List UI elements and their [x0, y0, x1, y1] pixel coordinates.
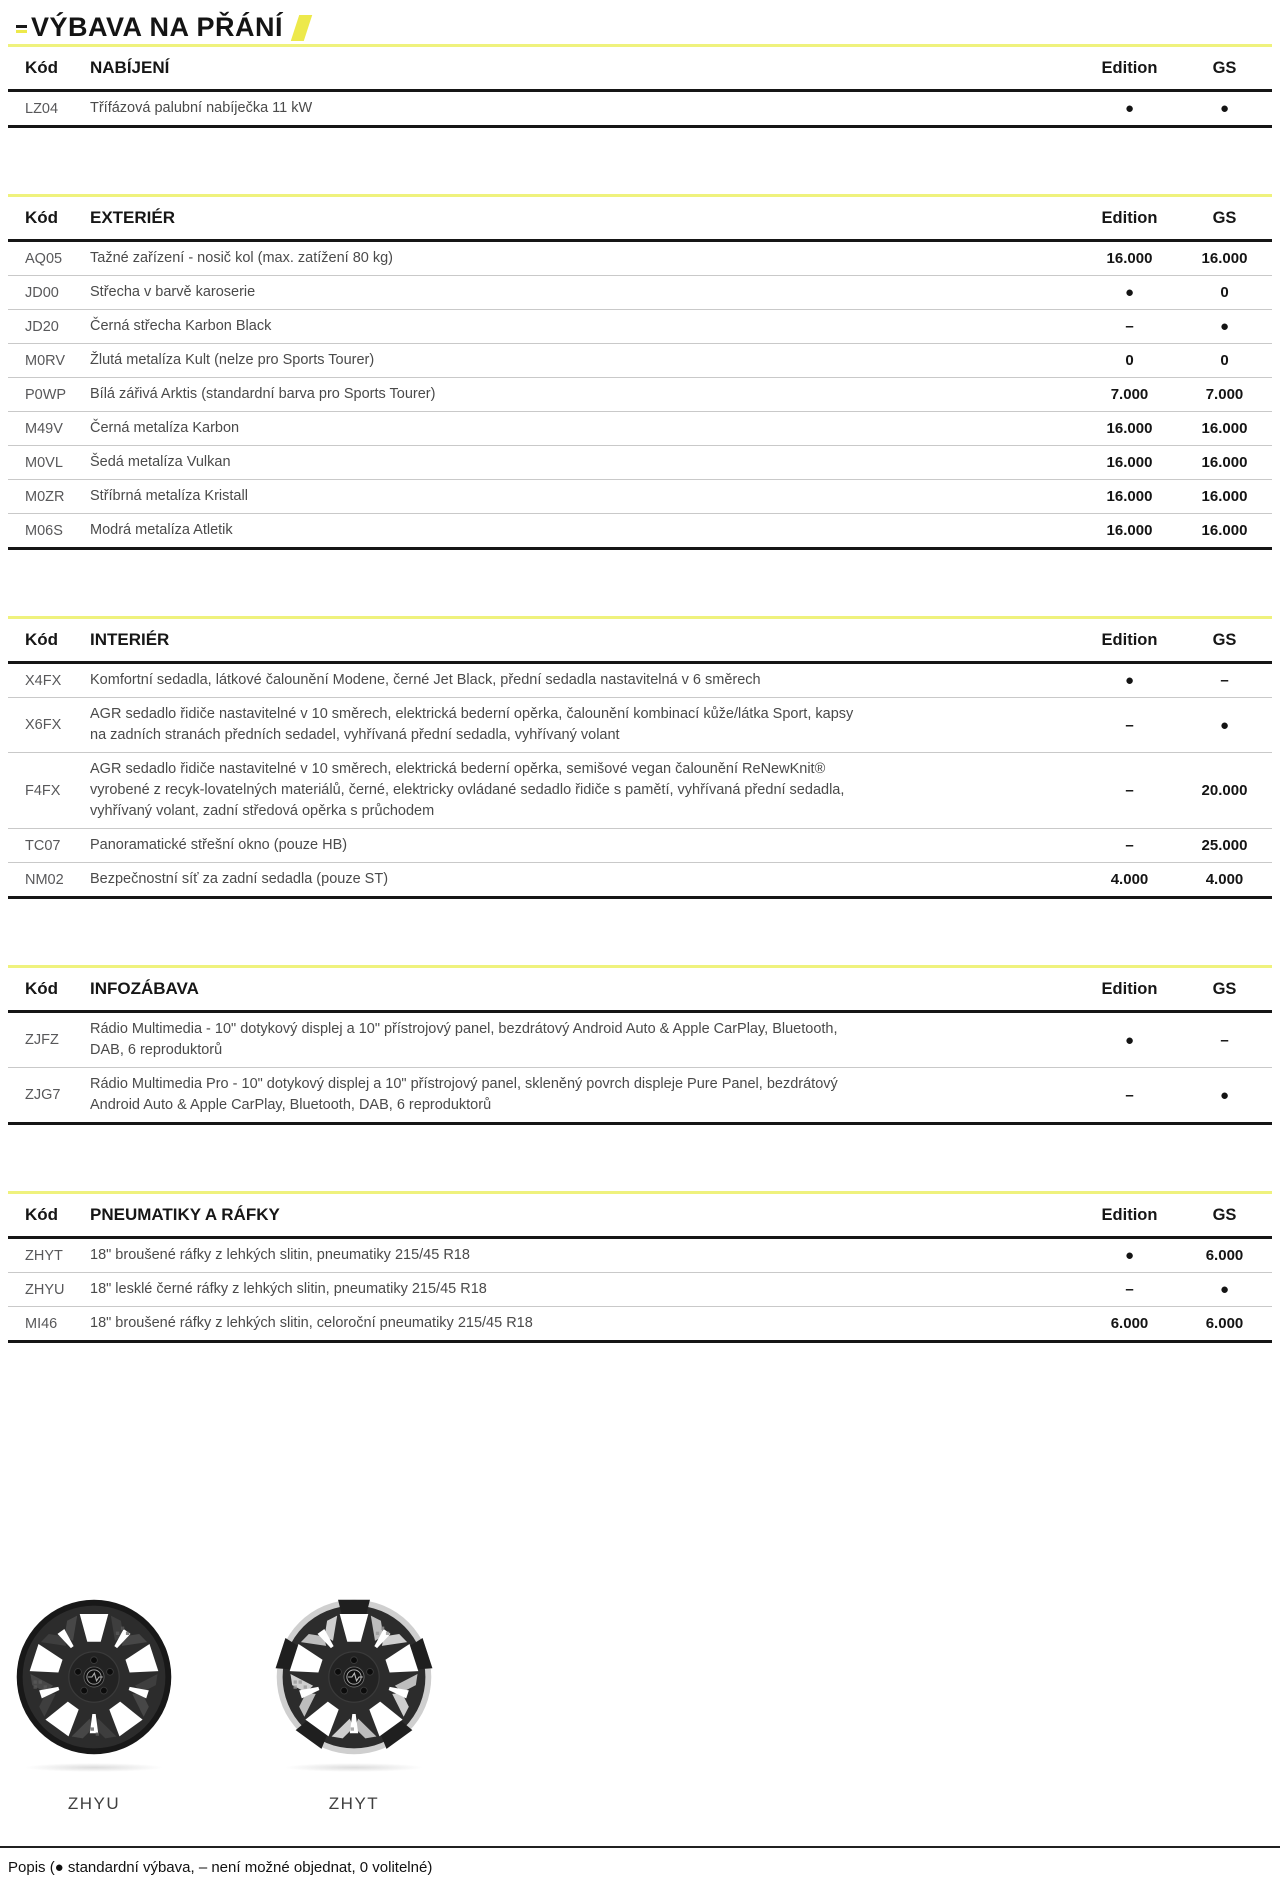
row-gs-value: ●: [1219, 1281, 1230, 1298]
table-row: [8, 445, 1272, 479]
table-row: [8, 752, 1272, 828]
column-header-gs: GS: [1212, 1205, 1237, 1224]
row-code: JD00: [25, 284, 59, 301]
row-code: AQ05: [25, 250, 63, 267]
column-header-gs: GS: [1212, 630, 1237, 649]
wheel-shadow: [284, 1763, 424, 1772]
row-description: Stříbrná metalíza Kristall: [90, 488, 248, 504]
table-row: [8, 513, 1272, 547]
row-code: NM02: [25, 871, 64, 888]
section-title: INTERIÉR: [90, 630, 170, 649]
row-edition-value: 6.000: [1110, 1315, 1149, 1332]
section-title: PNEUMATIKY A RÁFKY: [90, 1205, 280, 1224]
row-edition-value: ●: [1124, 100, 1135, 117]
column-header-edition: Edition: [1101, 630, 1158, 649]
table-rows: [8, 239, 1272, 550]
row-edition-value: –: [1125, 716, 1134, 734]
row-description: Černá střecha Karbon Black: [90, 318, 272, 334]
column-header-edition: Edition: [1101, 208, 1158, 227]
row-code: JD20: [25, 318, 59, 335]
row-gs-value: 16.000: [1201, 420, 1248, 437]
row-edition-value: 16.000: [1106, 420, 1153, 437]
table-rows: [8, 661, 1272, 899]
row-code: M0RV: [25, 352, 66, 369]
table-row: [8, 1306, 1272, 1340]
row-code: TC07: [25, 837, 61, 854]
row-description: Žlutá metalíza Kult (nelze pro Sports Tourer): [90, 352, 375, 368]
table-row: [8, 1067, 1272, 1122]
row-code: X6FX: [25, 717, 62, 733]
row-description: 18" lesklé černé ráfky z lehkých slitin, pneumatiky 215/45 R18: [90, 1281, 487, 1297]
wheel-gallery: [10, 1593, 1280, 1814]
row-gs-value: 16.000: [1201, 488, 1248, 505]
row-gs-value: ●: [1219, 1086, 1230, 1104]
row-description: 18" broušené ráfky z lehkých slitin, pneumatiky 215/45 R18: [90, 1247, 470, 1263]
column-header-code: Kód: [25, 208, 59, 227]
row-description: Třífázová palubní nabíječka 11 kW: [90, 100, 313, 116]
row-gs-value: –: [1220, 672, 1229, 689]
row-edition-value: –: [1125, 837, 1134, 854]
table-row: [8, 862, 1272, 896]
legend-divider: [0, 1846, 1280, 1848]
table-rows: [8, 1236, 1272, 1343]
column-header-code: Kód: [25, 58, 59, 77]
row-edition-value: 16.000: [1106, 250, 1153, 267]
column-header-gs: GS: [1212, 58, 1237, 77]
row-edition-value: –: [1125, 782, 1134, 799]
table-row: [8, 1013, 1272, 1067]
row-edition-value: ●: [1124, 1031, 1135, 1049]
wheel-figure-zhyu: [10, 1593, 178, 1814]
row-description: Střecha v barvě karoserie: [90, 284, 256, 300]
row-edition-value: –: [1125, 318, 1134, 335]
wheel-image-zhyu: [10, 1593, 178, 1761]
row-code: P0WP: [25, 386, 67, 403]
wheel-shadow: [24, 1763, 164, 1772]
row-description: 18" broušené ráfky z lehkých slitin, celoroční pneumatiky 215/45 R18: [90, 1315, 533, 1331]
corner-mark-yellow-bar: [16, 30, 27, 33]
row-gs-value: –: [1220, 1031, 1229, 1049]
column-header-edition: Edition: [1101, 58, 1158, 77]
table-section: [8, 44, 1272, 128]
table-row: [8, 275, 1272, 309]
table-section: [8, 1191, 1272, 1343]
table-rows: [8, 1010, 1272, 1125]
row-code: ZJFZ: [25, 1032, 59, 1048]
row-code: MI46: [25, 1315, 58, 1332]
column-header-edition: Edition: [1101, 979, 1158, 998]
row-edition-value: 16.000: [1106, 454, 1153, 471]
row-gs-value: 0: [1220, 284, 1229, 301]
row-description: Šedá metalíza Vulkan: [90, 454, 231, 470]
row-description: Bílá zářivá Arktis (standardní barva pro Sports Tourer): [90, 386, 436, 402]
table-section: [8, 194, 1272, 550]
row-gs-value: 20.000: [1201, 782, 1248, 799]
row-description: Rádio Multimedia Pro - 10" dotykový displej a 10" přístrojový panel, skleněný povrch displeje Pure Panel, bezdrátový Android Auto & Apple CarPlay, Bluetooth, DAB, 6 reproduktorů: [90, 1076, 838, 1113]
table-section-header: [8, 194, 1272, 239]
row-edition-value: 16.000: [1106, 522, 1153, 539]
wheel-label: ZHYU: [67, 1794, 121, 1813]
option-tables: [0, 44, 1280, 1343]
table-section-header: [8, 965, 1272, 1010]
table-row: [8, 697, 1272, 752]
row-gs-value: ●: [1219, 716, 1230, 734]
row-description: AGR sedadlo řidiče nastavitelné v 10 směrech, elektrická bederní opěrka, semišové vegan čalounění ReNewKnit® vyrobené z recyk-lovatelných materiálů, černé, elektricky ovládané sedadlo řidiče s pamětí, vyhřívaná přední sedadla, vyhřívaný volant, zadní středová opěrka s průchodem: [90, 761, 845, 819]
column-header-gs: GS: [1212, 979, 1237, 998]
table-section: [8, 965, 1272, 1125]
row-gs-value: 25.000: [1201, 837, 1248, 854]
row-edition-value: 4.000: [1110, 871, 1149, 888]
row-gs-value: 16.000: [1201, 522, 1248, 539]
table-row: [8, 479, 1272, 513]
column-header-gs: GS: [1212, 208, 1237, 227]
yellow-slash-icon: [291, 15, 312, 41]
section-title: EXTERIÉR: [90, 208, 176, 227]
row-gs-value: ●: [1219, 318, 1230, 335]
wheel-figure-zhyt: [270, 1593, 438, 1814]
table-section-header: [8, 1191, 1272, 1236]
section-title: INFOZÁBAVA: [90, 979, 199, 998]
row-code: ZHYU: [25, 1281, 65, 1298]
row-gs-value: 0: [1220, 352, 1229, 369]
row-description: Tažné zařízení - nosič kol (max. zatížení 80 kg): [90, 250, 394, 266]
column-header-code: Kód: [25, 630, 59, 649]
page-title: VÝBAVA NA PŘÁNÍ: [31, 11, 284, 42]
row-code: M0VL: [25, 454, 63, 471]
table-row: [8, 242, 1272, 275]
row-code: LZ04: [25, 100, 59, 117]
row-edition-value: ●: [1124, 284, 1135, 301]
corner-mark-black-bar: [16, 25, 27, 28]
row-code: X4FX: [25, 672, 62, 689]
row-description: Rádio Multimedia - 10" dotykový displej a 10" přístrojový panel, bezdrátový Android Auto & Apple CarPlay, Bluetooth, DAB, 6 reproduktorů: [90, 1021, 838, 1058]
row-edition-value: –: [1125, 1281, 1134, 1298]
column-header-code: Kód: [25, 1205, 59, 1224]
table-row: [8, 411, 1272, 445]
row-edition-value: 7.000: [1110, 386, 1149, 403]
table-rows: [8, 89, 1272, 128]
table-row: [8, 1272, 1272, 1306]
row-gs-value: 6.000: [1205, 1315, 1244, 1332]
section-title: NABÍJENÍ: [90, 58, 170, 77]
row-edition-value: 16.000: [1106, 488, 1153, 505]
row-gs-value: ●: [1219, 100, 1230, 117]
table-section-header: [8, 44, 1272, 89]
row-description: AGR sedadlo řidiče nastavitelné v 10 směrech, elektrická bederní opěrka, čalounění kombinací kůže/látka Sport, kapsy na zadních stranách předních sedadel, vyhřívaná přední sedadla, vyhřívaný volant: [90, 706, 854, 743]
row-description: Panoramatické střešní okno (pouze HB): [90, 837, 348, 853]
table-row: [8, 377, 1272, 411]
row-description: Černá metalíza Karbon: [90, 420, 240, 436]
row-gs-value: 6.000: [1205, 1247, 1244, 1264]
page-header: [8, 10, 1272, 44]
row-code: ZHYT: [25, 1247, 63, 1264]
row-edition-value: –: [1125, 1086, 1134, 1104]
legend-text: Popis (● standardní výbava, – není možné objednat, 0 volitelné): [8, 1859, 433, 1876]
table-section-header: [8, 616, 1272, 661]
table-row: [8, 828, 1272, 862]
page-footer: [0, 1846, 1280, 1890]
row-gs-value: 7.000: [1205, 386, 1244, 403]
table-row: [8, 92, 1272, 125]
table-row: [8, 343, 1272, 377]
row-code: M06S: [25, 522, 63, 539]
row-edition-value: ●: [1124, 1247, 1135, 1264]
row-edition-value: ●: [1124, 672, 1135, 689]
row-description: Bezpečnostní síť za zadní sedadla (pouze ST): [90, 871, 389, 887]
row-gs-value: 16.000: [1201, 454, 1248, 471]
row-code: F4FX: [25, 782, 61, 799]
wheel-image-zhyt: [270, 1593, 438, 1761]
column-header-edition: Edition: [1101, 1205, 1158, 1224]
row-gs-value: 4.000: [1205, 871, 1244, 888]
row-edition-value: 0: [1125, 352, 1134, 369]
row-code: M0ZR: [25, 488, 65, 505]
row-description: Modrá metalíza Atletik: [90, 522, 233, 538]
page-corner-mark: [16, 25, 27, 35]
table-row: [8, 664, 1272, 697]
row-code: ZJG7: [25, 1087, 61, 1103]
row-gs-value: 16.000: [1201, 250, 1248, 267]
table-row: [8, 309, 1272, 343]
wheel-label: ZHYT: [328, 1794, 380, 1813]
row-code: M49V: [25, 420, 63, 437]
column-header-code: Kód: [25, 979, 59, 998]
row-description: Komfortní sedadla, látkové čalounění Modene, černé Jet Black, přední sedadla nastavitelná v 6 směrech: [90, 672, 761, 688]
table-section: [8, 616, 1272, 899]
table-row: [8, 1239, 1272, 1272]
